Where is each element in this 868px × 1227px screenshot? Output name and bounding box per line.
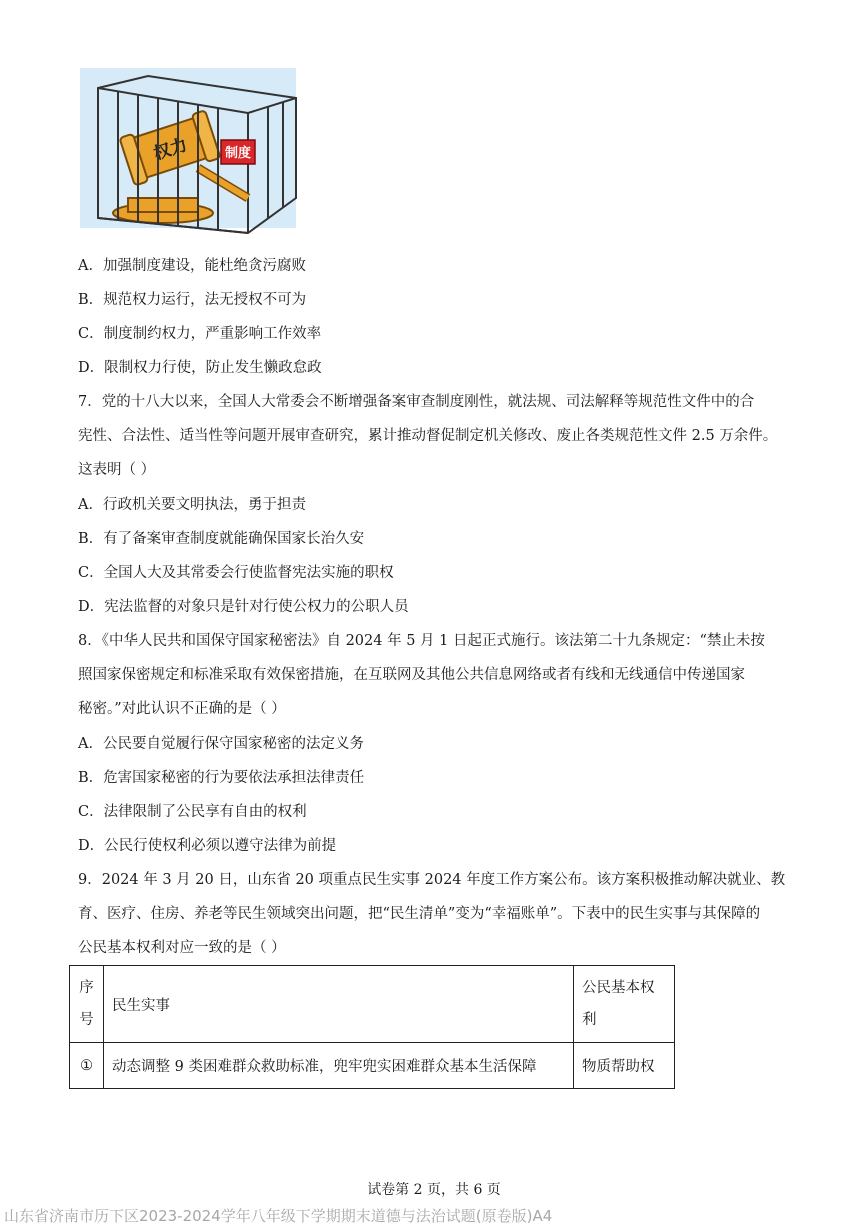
watermark: 山东省济南市历下区2023-2024学年八年级下学期期末道德与法治试题(原卷版)A4 [4, 1207, 553, 1225]
page-footer: 试卷第 2 页，共 6 页 [367, 1182, 501, 1198]
header-number: 序 号 [70, 966, 104, 1043]
gavel-in-cage-icon [78, 68, 298, 238]
question-8-option-d: D．公民行使权利必须以遵守法律为前提 [78, 838, 337, 854]
header-right: 公民基本权 利 [574, 966, 675, 1043]
row-right: 物质帮助权 [574, 1043, 675, 1089]
header-item: 民生实事 [104, 966, 574, 1043]
question-7-stem: 这表明（ ） [78, 462, 156, 478]
question-6-option-a: A．加强制度建设，能杜绝贪污腐败 [78, 258, 306, 274]
question-7-option-c: C．全国人大及其常委会行使监督宪法实施的职权 [78, 565, 394, 581]
question-8-stem: 8．《中华人民共和国保守国家秘密法》自 2024 年 5 月 1 日起正式施行。该法第二十九条规定：“禁止未按 [78, 633, 765, 649]
question-8-option-c: C．法律限制了公民享有自由的权利 [78, 804, 307, 820]
livelihood-rights-table [69, 965, 675, 1089]
question-8-option-b: B．危害国家秘密的行为要依法承担法律责任 [78, 770, 365, 786]
question-9-stem: 公民基本权利对应一致的是（ ） [78, 940, 286, 956]
question-7-option-d: D．宪法监督的对象只是针对行使公权力的公职人员 [78, 599, 409, 615]
question-8-stem: 照国家保密规定和标准采取有效保密措施，在互联网及其他公共信息网络或者有线和无线通信中传递国家 [78, 667, 745, 683]
table-row [70, 1043, 675, 1089]
question-7-option-b: B．有了备案审查制度就能确保国家长治久安 [78, 531, 365, 547]
question-8-stem: 秘密。”对此认识不正确的是（ ） [78, 701, 286, 717]
row-number: ① [70, 1043, 104, 1089]
question-9-stem: 育、医疗、住房、养老等民生领域突出问题，把“民生清单”变为“幸福账单”。下表中的民生实事与其保障的 [78, 906, 761, 922]
sign-label: 制度 [224, 146, 252, 161]
question-9-stem: 9．2024 年 3 月 20 日，山东省 20 项重点民生实事 2024 年度工作方案公布。该方案积极推动解决就业、教 [78, 872, 786, 888]
question-6-option-d: D．限制权力行使，防止发生懒政怠政 [78, 360, 322, 376]
question-6-option-b: B．规范权力运行，法无授权不可为 [78, 292, 307, 308]
question-8-option-a: A．公民要自觉履行保守国家秘密的法定义务 [78, 736, 364, 752]
table-header-row [70, 966, 675, 1043]
question-6-option-c: C．制度制约权力，严重影响工作效率 [78, 326, 322, 342]
question-7-option-a: A．行政机关要文明执法，勇于担责 [78, 497, 306, 513]
question-7-stem: 宪性、合法性、适当性等问题开展审查研究，累计推动督促制定机关修改、废止各类规范性文件 2.5 万余件。 [78, 428, 778, 444]
question-7-stem: 7．党的十八大以来，全国人大常委会不断增强备案审查制度刚性，就法规、司法解释等规范性文件中的合 [78, 394, 755, 410]
gavel-label: 权力 [151, 135, 190, 165]
row-item: 动态调整 9 类困难群众救助标准，兜牢兜实困难群众基本生活保障 [104, 1043, 574, 1089]
